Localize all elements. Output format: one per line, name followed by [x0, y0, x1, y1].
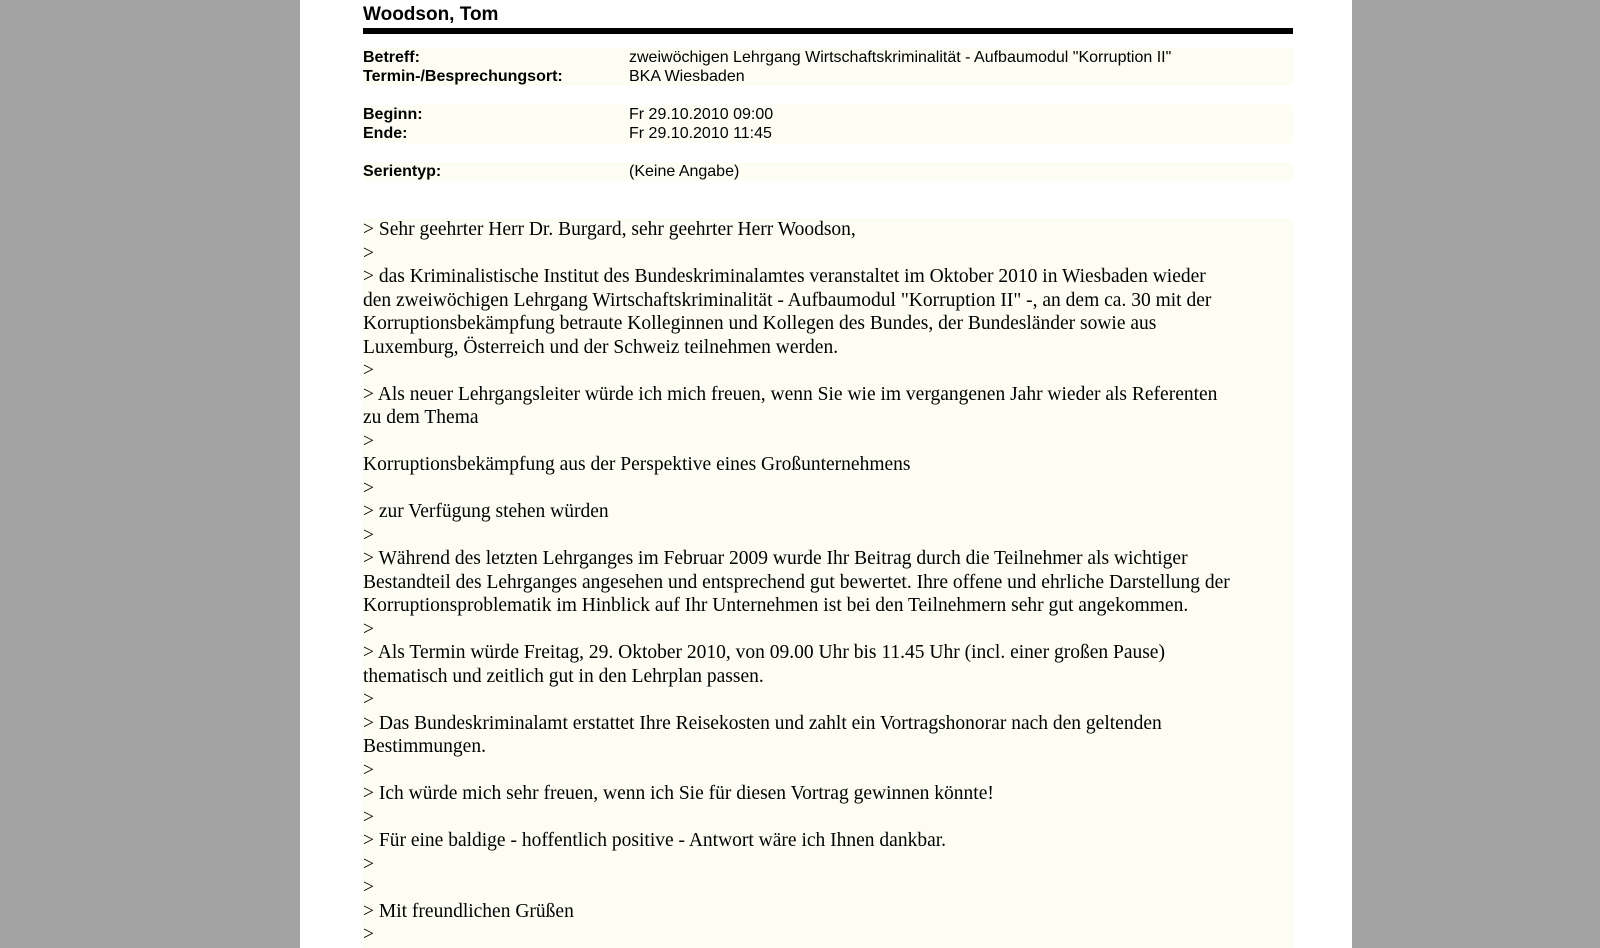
body-line: Bestimmungen.: [363, 736, 486, 757]
ende-value: Fr 29.10.2010 11:45: [629, 125, 772, 142]
body-line: >: [363, 689, 374, 710]
body-line: >: [363, 806, 374, 828]
body-line: >: [363, 924, 374, 945]
beginn-value: Fr 29.10.2010 09:00: [629, 106, 774, 123]
body-line: Bestandteil des Lehrganges angesehen und entsprechend gut bewertet. Ihre offene und ehrliche Darstellung der: [363, 571, 1230, 593]
ende-label: Ende:: [363, 125, 408, 142]
body-line: >: [363, 618, 374, 640]
meta-row-beginn: [363, 105, 1293, 124]
ort-value: BKA Wiesbaden: [629, 68, 745, 85]
body-line: Luxemburg, Österreich und der Schweiz teilnehmen werden.: [363, 336, 839, 358]
meta-row-ort: [363, 67, 1293, 86]
ort-label: Termin-/Besprechungsort:: [363, 68, 563, 85]
betreff-value: zweiwöchigen Lehrgang Wirtschaftskriminalität - Aufbaumodul "Korruption II": [629, 49, 1172, 66]
document-page[interactable]: [300, 0, 1352, 948]
body-line: >: [363, 759, 374, 781]
body-line: > zur Verfügung stehen würden: [363, 501, 609, 522]
body-line: > Für eine baldige - hoffentlich positive - Antwort wäre ich Ihnen dankbar.: [363, 830, 947, 851]
body-line: >: [363, 242, 374, 264]
body-line: > Als neuer Lehrgangsleiter würde ich mich freuen, wenn Sie wie im vergangenen Jahr wieder als Referenten: [363, 383, 1218, 405]
body-line: >: [363, 877, 374, 898]
body-line: den zweiwöchigen Lehrgang Wirtschaftskriminalität - Aufbaumodul "Korruption II" -, an dem ca. 30 mit der: [363, 289, 1212, 311]
body-line: >: [363, 853, 374, 875]
message-body: [363, 218, 1293, 948]
meta-row-betreff: [363, 48, 1293, 67]
body-line: > das Kriminalistische Institut des Bundeskriminalamtes veranstaltet im Oktober 2010 in Wiesbaden wieder: [363, 266, 1206, 287]
body-line: >: [363, 360, 374, 381]
body-line: Korruptionsbekämpfung aus der Perspektive eines Großunternehmens: [363, 454, 911, 475]
body-line: >: [363, 430, 374, 452]
sender-name: Woodson, Tom: [363, 4, 499, 25]
body-line: > Das Bundeskriminalamt erstattet Ihre Reisekosten und zahlt ein Vortragshonorar nach den geltenden: [363, 712, 1162, 734]
body-line: > Während des letzten Lehrganges im Februar 2009 wurde Ihr Beitrag durch die Teilnehmer als wichtiger: [363, 548, 1188, 569]
meta-spacer: [363, 86, 1293, 105]
meta-group-time: [363, 105, 1293, 143]
body-line: Korruptionsbekämpfung betraute Kolleginnen und Kollegen des Bundes, der Bundesländer sowie aus: [363, 313, 1157, 334]
body-line: > Ich würde mich sehr freuen, wenn ich Sie für diesen Vortrag gewinnen könnte!: [363, 783, 994, 804]
body-line: zu dem Thema: [363, 407, 479, 428]
body-line: > Als Termin würde Freitag, 29. Oktober 2010, von 09.00 Uhr bis 11.45 Uhr (incl. einer großen Pause): [363, 642, 1165, 663]
serientyp-label: Serientyp:: [363, 163, 442, 180]
body-line: >: [363, 524, 374, 546]
body-line: > Mit freundlichen Grüßen: [363, 900, 574, 922]
body-line: >: [363, 477, 374, 499]
page-content: [363, 0, 1293, 945]
body-line: > Sehr geehrter Herr Dr. Burgard, sehr geehrter Herr Woodson,: [363, 219, 856, 240]
header-rule: [363, 28, 1293, 34]
meta-spacer: [363, 143, 1293, 162]
body-line: Korruptionsproblematik im Hinblick auf Ihr Unternehmen ist bei den Teilnehmern sehr gut angekommen.: [363, 595, 1189, 616]
appointment-meta: [363, 48, 1293, 181]
meta-row-serientyp: [363, 162, 1293, 181]
serientyp-value: (Keine Angabe): [629, 163, 740, 180]
betreff-label: Betreff:: [363, 49, 420, 66]
beginn-label: Beginn:: [363, 106, 423, 123]
meta-group-series: [363, 162, 1293, 181]
meta-group-subject: [363, 48, 1293, 86]
body-line: thematisch und zeitlich gut in den Lehrplan passen.: [363, 665, 764, 687]
meta-row-ende: [363, 124, 1293, 143]
